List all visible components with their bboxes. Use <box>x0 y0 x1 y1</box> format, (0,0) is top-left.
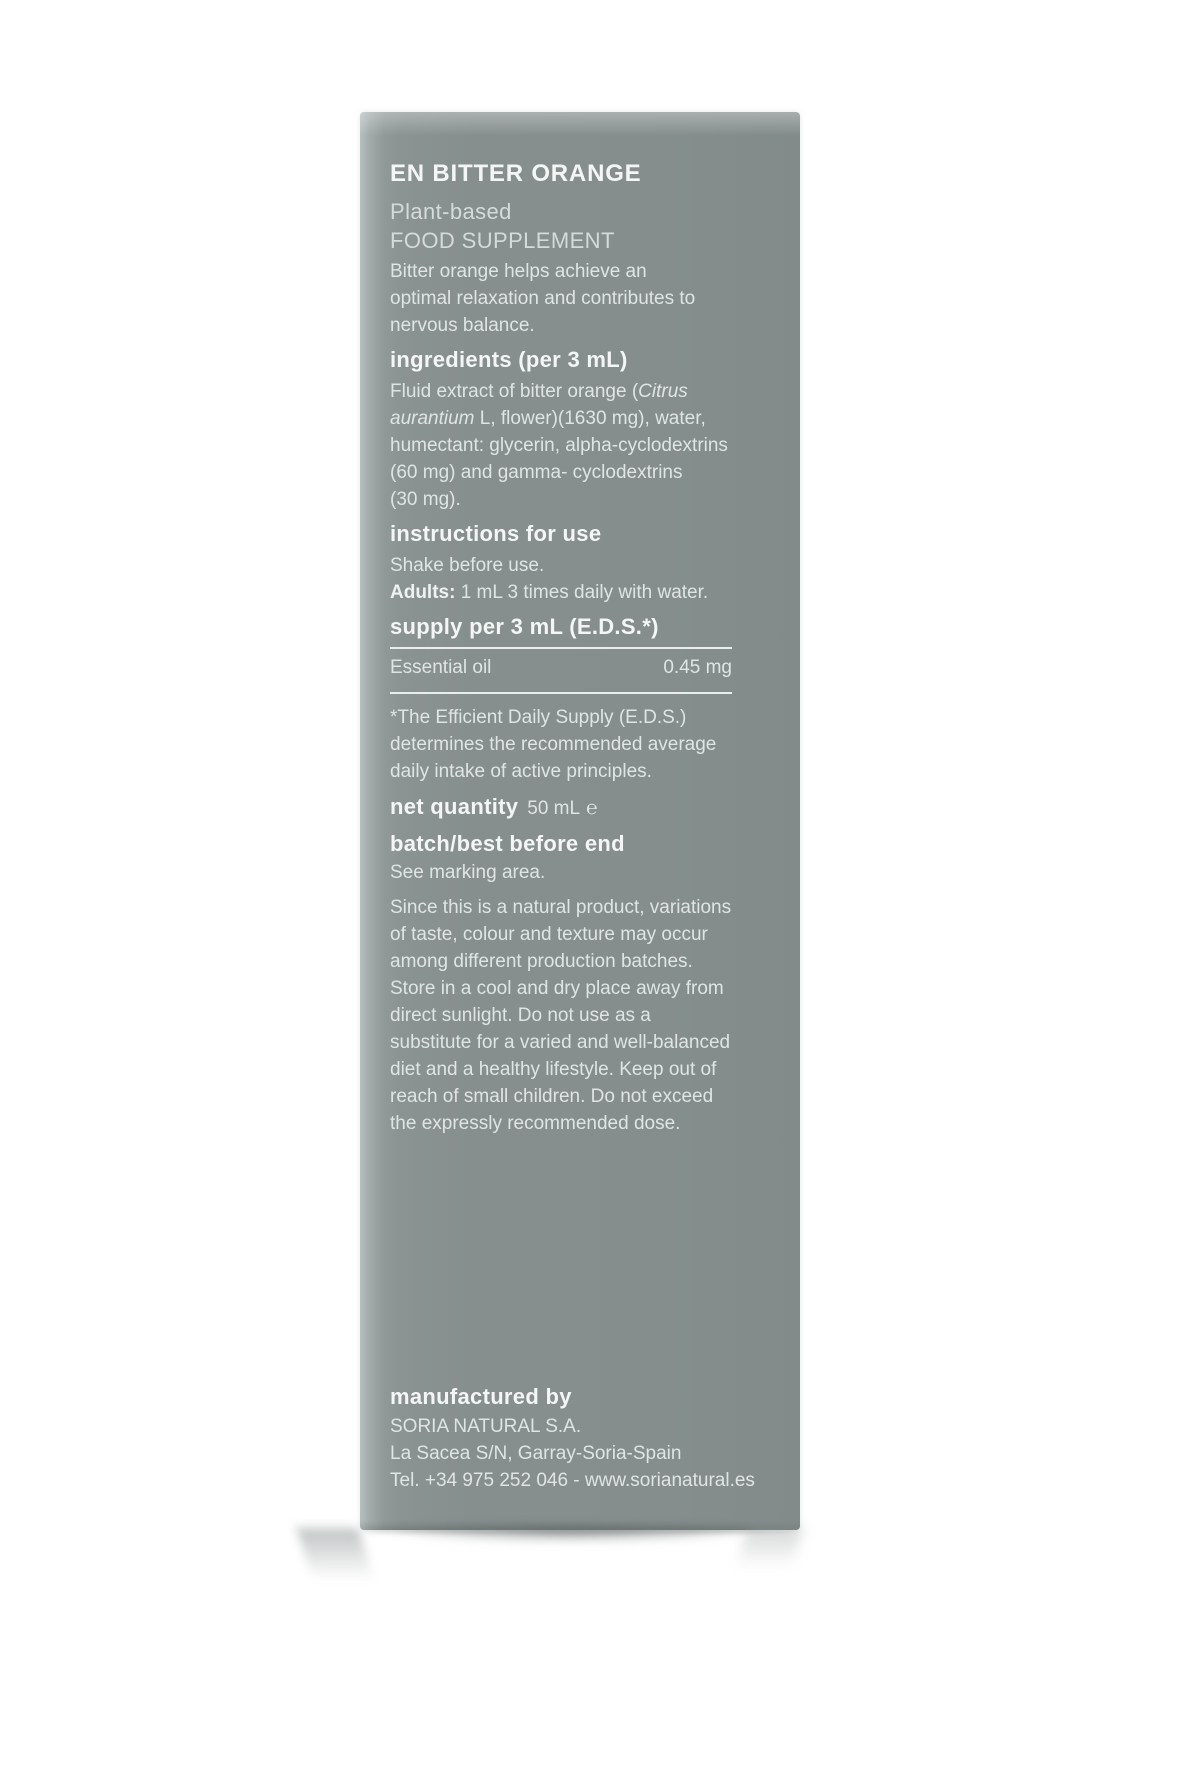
subtitle-food-supplement: FOOD SUPPLEMENT <box>390 228 615 253</box>
supply-table <box>390 607 774 694</box>
eds-footnote-line: determines the recommended average <box>390 734 717 755</box>
eds-footnote <box>390 704 774 785</box>
storage-line: among different production batches. <box>390 951 693 972</box>
batch-text: See marking area. <box>390 862 546 883</box>
ingredients-text-segment: L, flower)(1630 mg), water, <box>474 408 706 429</box>
ingredients-line: (60 mg) and gamma- cyclodextrins <box>390 462 683 483</box>
storage-line: reach of small children. Do not exceed <box>390 1086 714 1107</box>
manufacturer-company: SORIA NATURAL S.A. <box>390 1416 582 1437</box>
instructions-heading: instructions for use <box>390 521 602 546</box>
box-bottom-edge-shadow <box>364 1528 796 1533</box>
batch-heading: batch/best before end <box>390 831 625 856</box>
storage-line: of taste, colour and texture may occur <box>390 924 708 945</box>
latin-name-italic: aurantium <box>390 408 475 429</box>
eds-footnote-line: daily intake of active principles. <box>390 761 652 782</box>
manufacturer-block <box>390 1377 774 1494</box>
supply-row-label: Essential oil <box>390 657 492 678</box>
instructions-line: Shake before use. <box>390 555 545 576</box>
adults-dosage: 1 mL 3 times daily with water. <box>455 582 709 603</box>
ingredients-line: humectant: glycerin, alpha-cyclodextrins <box>390 435 728 456</box>
supply-table-row <box>390 649 732 685</box>
net-quantity-label: net quantity <box>390 794 519 819</box>
net-quantity-value: 50 mL <box>527 798 581 819</box>
description-line: optimal relaxation and contributes to <box>390 288 696 309</box>
instructions-line <box>390 579 774 606</box>
ingredients-line: (30 mg). <box>390 489 461 510</box>
storage-line: diet and a healthy lifestyle. Keep out of <box>390 1059 717 1080</box>
subtitle-plant-based: Plant-based <box>390 199 512 224</box>
box-flap-shadow-right <box>737 1528 803 1568</box>
product-description <box>390 258 774 339</box>
storage-warning-paragraph <box>390 894 774 1137</box>
description-line: Bitter orange helps achieve an <box>390 261 647 282</box>
storage-line: Since this is a natural product, variations <box>390 897 732 918</box>
adults-label: Adults: <box>390 582 456 603</box>
manufactured-by-heading: manufactured by <box>390 1384 572 1409</box>
estimated-sign-icon: ℮ <box>586 798 598 819</box>
eds-footnote-line: *The Efficient Daily Supply (E.D.S.) <box>390 707 687 728</box>
ingredients-line <box>390 405 774 432</box>
label-content <box>360 112 800 1530</box>
table-rule-bottom <box>390 692 732 694</box>
storage-line: direct sunlight. Do not use as a <box>390 1005 651 1026</box>
ingredients-line <box>390 378 774 405</box>
storage-line: the expressly recommended dose. <box>390 1113 681 1134</box>
storage-line: substitute for a varied and well-balanced <box>390 1032 731 1053</box>
product-title: EN BITTER ORANGE <box>390 160 642 187</box>
package-side-panel <box>360 112 800 1530</box>
supply-row-value: 0.45 mg <box>663 657 732 678</box>
ingredients-text-segment: Fluid extract of bitter orange ( <box>390 381 639 402</box>
storage-line: Store in a cool and dry place away from <box>390 978 724 999</box>
instructions-text <box>390 552 774 606</box>
supply-heading: supply per 3 mL (E.D.S.*) <box>390 614 659 639</box>
latin-name-italic: Citrus <box>638 381 688 402</box>
manufacturer-address: La Sacea S/N, Garray-Soria-Spain <box>390 1443 682 1464</box>
description-line: nervous balance. <box>390 315 535 336</box>
ingredients-heading: ingredients (per 3 mL) <box>390 347 628 372</box>
net-quantity <box>390 792 774 824</box>
manufacturer-contact: Tel. +34 975 252 046 - www.sorianatural.es <box>390 1470 755 1491</box>
ingredients-text <box>390 378 774 513</box>
